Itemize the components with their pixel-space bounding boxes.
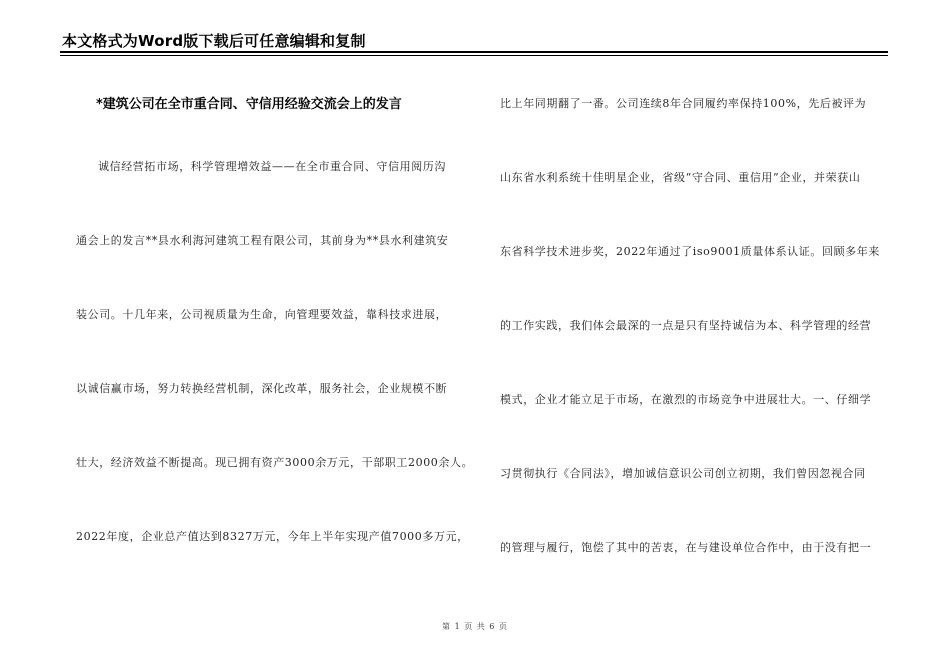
document-title: *建筑公司在全市重合同、守信用经验交流会上的发言 <box>96 97 402 112</box>
body-line: 2022年度，企业总产值达到8327万元，今年上半年实现产值7000多万元， <box>76 530 469 543</box>
right-column <box>500 88 885 588</box>
body-line: 比上年同期翻了一番。公司连续8年合同履约率保持100%，先后被评为 <box>500 97 867 110</box>
page-number: 第 1 页 共 6 页 <box>442 622 508 631</box>
left-column <box>76 88 476 588</box>
body-line: 通会上的发言**县水利海河建筑工程有限公司，其前身为**县水利建筑安 <box>76 234 449 247</box>
body-line: 的工作实践，我们体会最深的一点是只有坚持诚信为本、科学管理的经营 <box>500 319 872 332</box>
body-line: 习贯彻执行《合同法》，增加诚信意识公司创立初期，我们曾因忽视合同 <box>500 467 866 480</box>
body-line: 模式，企业才能立足于市场，在激烈的市场竞争中进展壮大。一、仔细学 <box>500 393 872 406</box>
banner-divider-thin <box>60 55 888 56</box>
body-line: 壮大，经济效益不断提高。现已拥有资产3000余万元，干部职工2000余人。 <box>76 456 474 469</box>
body-line: 以诚信赢市场，努力转换经营机制，深化改革，服务社会，企业规模不断 <box>76 382 448 395</box>
body-line: 诚信经营拓市场，科学管理增效益——在全市重合同、守信用阅历沟 <box>98 160 446 173</box>
body-line: 的管理与履行，饱偿了其中的苦衷，在与建设单位合作中，由于没有把一 <box>500 541 872 554</box>
banner-divider-thick <box>60 51 888 53</box>
body-line: 东省科学技术进步奖，2022年通过了iso9001质量体系认证。回顾多年来 <box>500 245 880 258</box>
body-line: 山东省水利系统十佳明星企业，省级“守合同、重信用”企业，并荣获山 <box>500 171 861 184</box>
document-banner: 本文格式为Word版下载后可任意编辑和复制 <box>62 32 366 50</box>
body-line: 装公司。十几年来，公司视质量为生命，向管理要效益，靠科技求进展， <box>76 308 448 321</box>
